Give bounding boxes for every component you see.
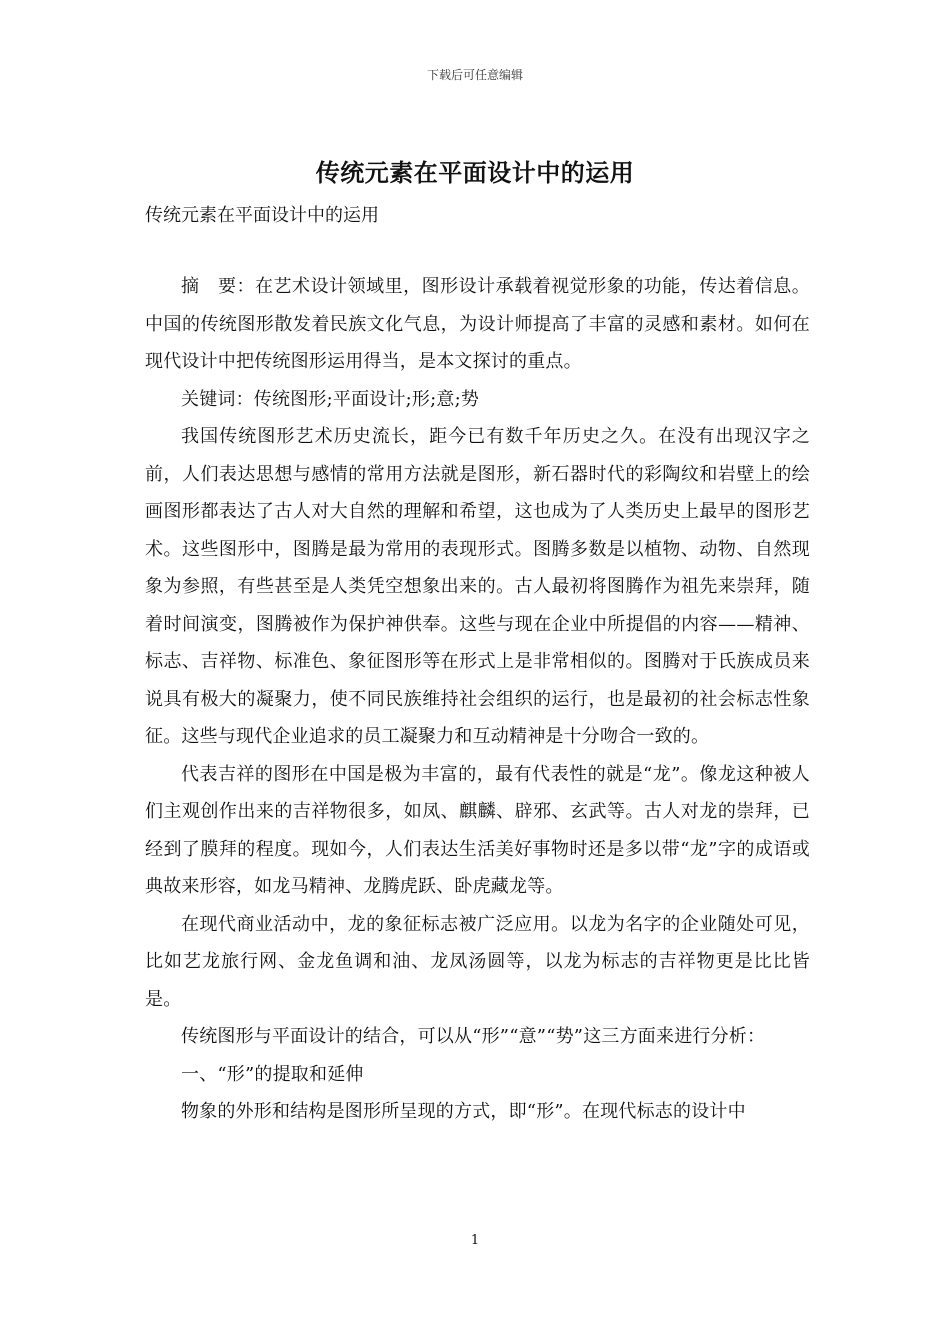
body-paragraph: 我国传统图形艺术历史流长，距今已有数千年历史之久。在没有出现汉字之前，人们表达思想与感情的常用方法就是图形，新石器时代的彩陶纹和岩壁上的绘画图形都表达了古人对大自然的理解和希望，这也成为了人类历史上最早的图形艺术。这些图形中，图腾是最为常用的表现形式。图腾多数是以植物、动物、自然现象为参照，有些甚至是人类凭空想象出来的。古人最初将图腾作为祖先来崇拜，随着时间演变，图腾被作为保护神供奉。这些与现在企业中所提倡的内容——精神、标志、吉祥物、标准色、象征图形等在形式上是非常相似的。图腾对于氏族成员来说具有极大的凝聚力，使不同民族维持社会组织的运行，也是最初的社会标志性象征。这些与现代企业追求的员工凝聚力和互动精神是十分吻合一致的。 bbox=[145, 426, 810, 747]
document-subtitle: 传统元素在平面设计中的运用 bbox=[145, 205, 379, 226]
page-number: 1 bbox=[470, 1233, 480, 1248]
document-title: 传统元素在平面设计中的运用 bbox=[315, 158, 635, 187]
keywords-paragraph: 关键词：传统图形;平面设计;形;意;势 bbox=[181, 388, 480, 410]
body-paragraph: 物象的外形和结构是图形所呈现的方式，即“形”。在现代标志的设计中 bbox=[181, 1101, 746, 1122]
body-paragraph: 代表吉祥的图形在中国是极为丰富的，最有代表性的就是“龙”。像龙这种被人们主观创作出来的吉祥物很多，如凤、麒麟、辟邪、玄武等。古人对龙的崇拜，已经到了膜拜的程度。现如今，人们表达生活美好事物时还是多以带“龙”字的成语或典故来形容，如龙马精神、龙腾虎跃、卧虎藏龙等。 bbox=[145, 763, 810, 897]
body-paragraph: 传统图形与平面设计的结合，可以从“形”“意”“势”这三方面来进行分析： bbox=[181, 1026, 766, 1047]
section-heading: 一、“形”的提取和延伸 bbox=[181, 1063, 364, 1085]
document-body bbox=[145, 268, 810, 1131]
body-paragraph: 在现代商业活动中，龙的象征标志被广泛应用。以龙为名字的企业随处可见，比如艺龙旅行网、金龙鱼调和油、龙凤汤圆等，以龙为标志的吉祥物更是比比皆是。 bbox=[145, 913, 810, 1010]
page-header-note: 下载后可任意编辑 bbox=[426, 68, 523, 82]
abstract-paragraph: 摘 要：在艺术设计领域里，图形设计承载着视觉形象的功能，传达着信息。中国的传统图形散发着民族文化气息，为设计师提高了丰富的灵感和素材。如何在现代设计中把传统图形运用得当，是本文探讨的重点。 bbox=[145, 276, 810, 372]
